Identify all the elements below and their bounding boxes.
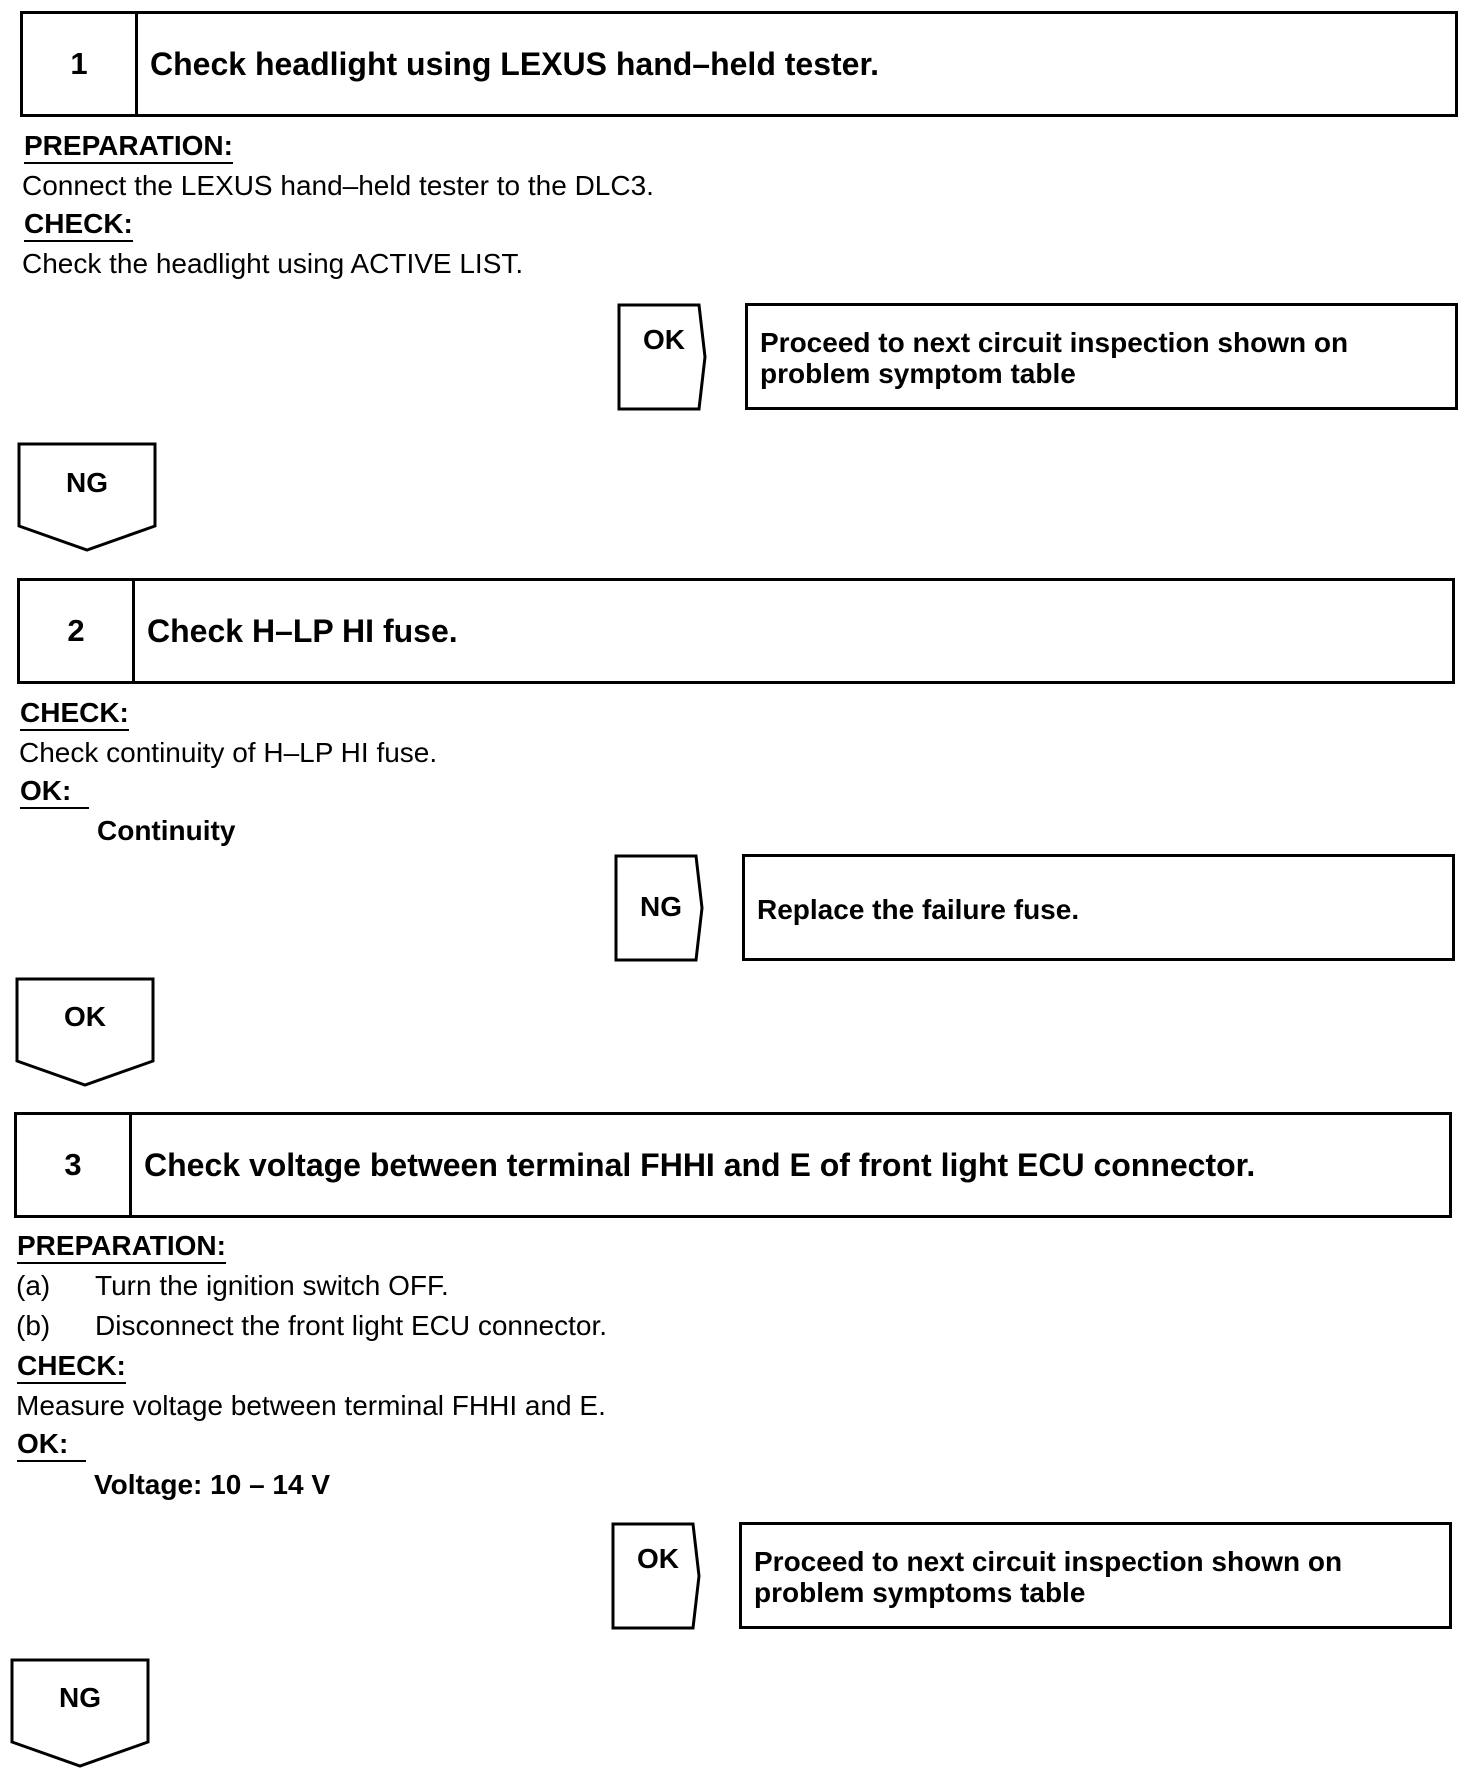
check-text: Measure voltage between terminal FHHI and E. bbox=[16, 1390, 606, 1421]
step-number: 1 bbox=[23, 14, 138, 114]
down-arrow-label: NG bbox=[66, 467, 108, 498]
result-box bbox=[742, 854, 1455, 961]
preparation-heading: PREPARATION: bbox=[24, 130, 233, 164]
ok-heading: OK: bbox=[20, 775, 89, 809]
result-line-2: problem symptoms table bbox=[754, 1577, 1086, 1608]
step-title: Check voltage between terminal FHHI and E of front light ECU connector. bbox=[144, 1146, 1256, 1183]
result-line-2: problem symptom table bbox=[760, 358, 1076, 389]
result-box bbox=[745, 303, 1458, 410]
result-line-1: Proceed to next circuit inspection shown on bbox=[754, 1546, 1343, 1577]
step-number: 2 bbox=[20, 581, 135, 681]
result-line-1: Proceed to next circuit inspection shown on bbox=[760, 327, 1349, 358]
result-box bbox=[739, 1522, 1452, 1629]
ok-heading: OK: bbox=[17, 1428, 86, 1462]
prep-b-text: Disconnect the front light ECU connector. bbox=[95, 1310, 608, 1341]
ok-arrow-icon bbox=[617, 303, 709, 411]
step-number: 3 bbox=[17, 1115, 132, 1215]
step-3-header bbox=[14, 1112, 1452, 1218]
step-2-header bbox=[17, 578, 1455, 684]
preparation-heading: PREPARATION: bbox=[17, 1230, 226, 1264]
check-heading: CHECK: bbox=[20, 697, 129, 731]
arrow-label: OK bbox=[637, 1543, 679, 1574]
arrow-label: NG bbox=[640, 891, 682, 922]
ok-value: Continuity bbox=[97, 815, 236, 846]
check-text: Check the headlight using ACTIVE LIST. bbox=[22, 248, 524, 279]
check-heading: CHECK: bbox=[24, 208, 133, 242]
prep-a-text: Turn the ignition switch OFF. bbox=[95, 1270, 449, 1301]
down-arrow-label: NG bbox=[59, 1682, 101, 1713]
check-text: Check continuity of H–LP HI fuse. bbox=[19, 737, 438, 768]
ok-value: Voltage: 10 – 14 V bbox=[94, 1469, 331, 1500]
prep-b-label: (b) bbox=[16, 1310, 51, 1341]
step-title: Check headlight using LEXUS hand–held tester. bbox=[150, 45, 880, 82]
result-line-1: Replace the failure fuse. bbox=[757, 894, 1080, 925]
arrow-label: OK bbox=[643, 324, 685, 355]
down-arrow-label: OK bbox=[64, 1001, 106, 1032]
step-title: Check H–LP HI fuse. bbox=[147, 612, 458, 649]
check-heading: CHECK: bbox=[17, 1350, 126, 1384]
preparation-text: Connect the LEXUS hand–held tester to the DLC3. bbox=[22, 170, 654, 201]
step-1-header bbox=[20, 11, 1458, 117]
prep-a-label: (a) bbox=[16, 1270, 51, 1301]
ok-arrow-icon bbox=[611, 1522, 703, 1630]
